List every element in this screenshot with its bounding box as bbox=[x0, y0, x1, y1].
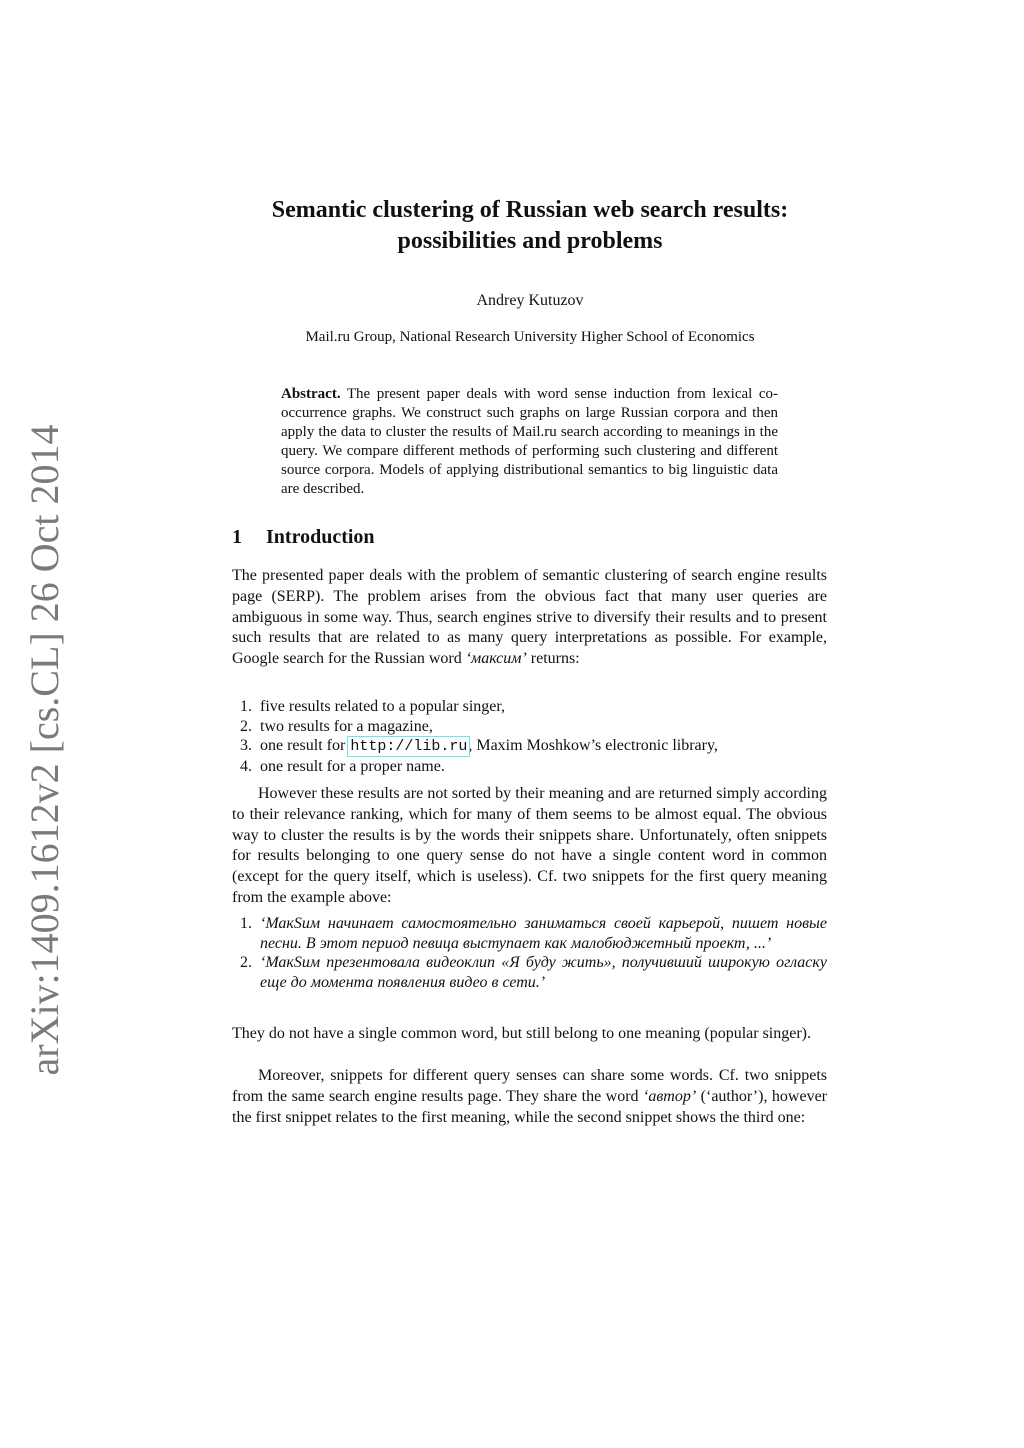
paragraph-text: Moreover, snippets for different query senses can share some words. Cf. two snippets from the same search engine results page. They share the word bbox=[232, 1067, 827, 1105]
snippet-text: ‘МакSим начинает самостоятельно заниматься своей карьерой, пишет новые песни. В этот период певица выступает как малобюджетный проект, ...’ bbox=[260, 915, 827, 952]
paragraph-text: They do not have a single common word, but still belong to one meaning (popular singer). bbox=[232, 1025, 811, 1042]
arxiv-stamp: arXiv:1409.1612v2 [cs.CL] 26 Oct 2014 bbox=[22, 424, 67, 1076]
list-marker: 4. bbox=[240, 757, 252, 775]
intro-text-end: returns: bbox=[526, 650, 580, 668]
intro-text: The presented paper deals with the problem of semantic clustering of search engine results page (SERP). The problem arises from the obvious fact that many user queries are ambiguous in some way. Thus, search engines strive to diversify their results and to present such results that are related to as many query interpretations as possible. For example, Google search for the Russian word bbox=[232, 567, 827, 668]
paragraph-text: However these results are not sorted by their meaning and are returned simply according to their relevance ranking, which for many of them seems to be almost equal. The obvious way to cluster the results is by the words their snippets share. Unfortunately, often snippets for results belonging to one query sense do not have a single content word in common (except for the query itself, which is useless). Cf. two snippets for the first query meaning from the example above: bbox=[232, 785, 827, 906]
list-item bbox=[232, 914, 827, 953]
list-item-text: one result for bbox=[260, 737, 350, 754]
paper-title bbox=[180, 195, 880, 257]
abstract-label: Abstract. bbox=[281, 386, 341, 402]
list-marker: 2. bbox=[240, 954, 252, 971]
paragraph-shared-words bbox=[232, 1066, 827, 1128]
list-marker: 1. bbox=[240, 915, 252, 932]
shared-word: ‘автор’ bbox=[643, 1087, 697, 1105]
snippets-list bbox=[232, 914, 827, 992]
title-line-2: possibilities and problems bbox=[397, 228, 663, 254]
list-item bbox=[232, 757, 827, 777]
list-item-text: one result for a proper name. bbox=[260, 757, 445, 775]
paragraph-relevance bbox=[232, 784, 827, 909]
list-item-text: , Maxim Moshkow’s electronic library, bbox=[468, 737, 718, 754]
section-title: Introduction bbox=[266, 526, 375, 548]
list-item-text: two results for a magazine, bbox=[260, 717, 433, 735]
list-marker: 1. bbox=[240, 698, 252, 715]
list-marker: 2. bbox=[240, 717, 252, 735]
list-item bbox=[232, 953, 827, 992]
list-item-text: five results related to a popular singer, bbox=[260, 698, 506, 715]
intro-paragraph bbox=[232, 566, 827, 670]
list-item bbox=[232, 697, 827, 717]
abstract bbox=[281, 385, 778, 499]
paragraph-common-word bbox=[232, 1024, 827, 1045]
snippet-text: ‘МакSим презентовала видеоклип «Я буду жить», получивший широкую огласку еще до момента появления видео в сети.’ bbox=[260, 954, 827, 991]
paragraph-text-end: (‘author’), however the first snippet relates to the first meaning, while the second snippet shows the third one: bbox=[232, 1087, 828, 1126]
section-heading-introduction bbox=[232, 526, 375, 549]
author-affiliation: Mail.ru Group, National Research University Higher School of Economics bbox=[305, 329, 755, 345]
author-name: Andrey Kutuzov bbox=[476, 292, 584, 309]
title-line-1: Semantic clustering of Russian web search results: bbox=[271, 197, 789, 223]
lib-ru-link[interactable]: http://lib.ru bbox=[350, 738, 468, 755]
results-list bbox=[232, 697, 827, 776]
section-number: 1 bbox=[232, 526, 242, 548]
list-item bbox=[232, 736, 827, 757]
query-word: ‘максим’ bbox=[465, 650, 527, 668]
abstract-text: The present paper deals with word sense induction from lexical co-occurrence graphs. We construct such graphs on large Russian corpora and then apply the data to cluster the results of Mail.ru search according to meanings in the query. We compare different methods of performing such clustering and different source corpora. Models of applying distributional semantics to big linguistic data are described. bbox=[281, 386, 778, 497]
list-item bbox=[232, 717, 827, 737]
list-marker: 3. bbox=[240, 737, 252, 754]
